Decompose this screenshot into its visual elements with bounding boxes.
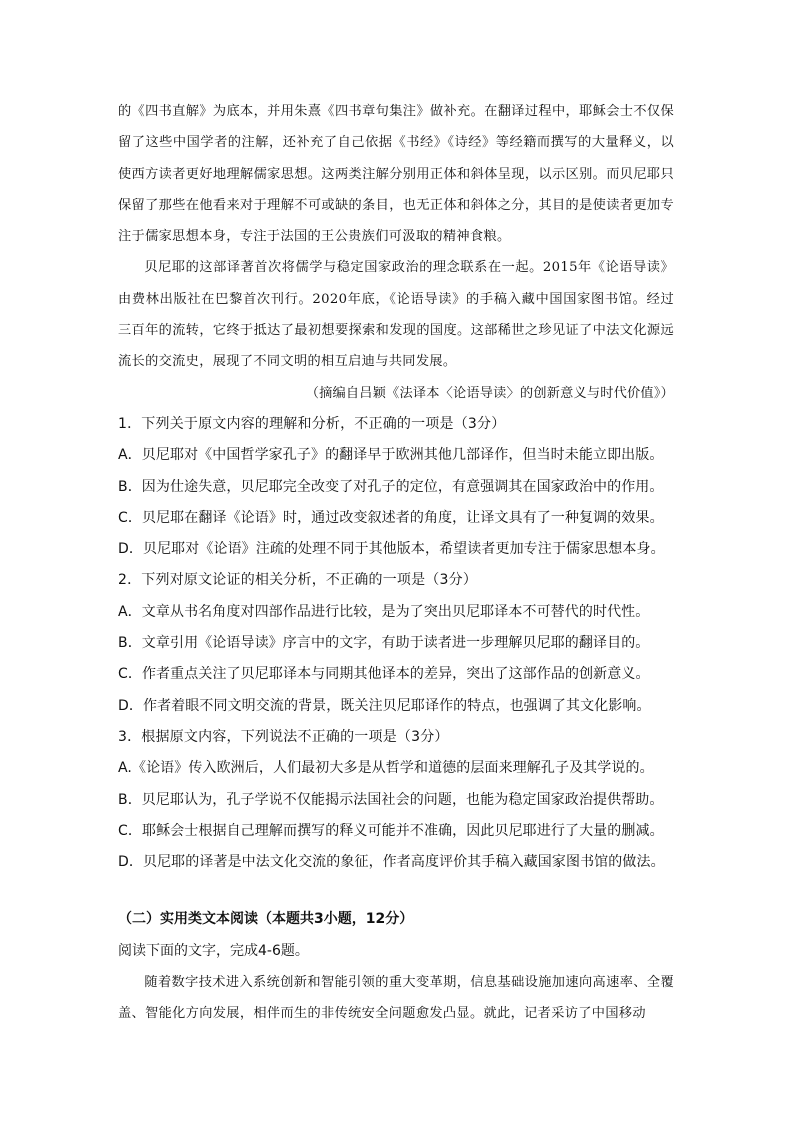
question-option-a: A．贝尼耶对《中国哲学家孔子》的翻译早于欧洲其他几部译作，但当时未能立即出版。 xyxy=(118,447,664,464)
question-option-c: C．耶稣会士根据自己理解而撰写的释义可能并不准确，因此贝尼耶进行了大量的删减。 xyxy=(118,822,664,839)
passage-paragraph-1: 的《四书直解》为底本，并用朱熹《四书章句集注》做补充。在翻译过程中，耶稣会士不仅保留了这些中国学者的注解，还补充了自己依据《书经》《诗经》等经籍而撰写的大量释义，以使西方读者更好地理解儒家思想。这两类注解分别用正体和斜体呈现，以示区别。而贝尼耶只保留了那些在他看来对于理解不可或缺的条目，也无正体和斜体之分，其目的是使读者更加专注于儒家思想本身，专注于法国的王公贵族们可汲取的精神食粮。 xyxy=(118,104,674,245)
section-paragraph: 随着数字技术进入系统创新和智能引领的重大变革期，信息基础设施加速向高速率、全覆盖、智能化方向发展，相伴而生的非传统安全问题愈发凸显。就此，记者采访了中国移动 xyxy=(118,975,674,1022)
question-option-d: D．贝尼耶对《论语》注疏的处理不同于其他版本，希望读者更加专注于儒家思想本身。 xyxy=(118,541,665,558)
question-1 xyxy=(118,409,674,565)
question-option-a: A．文章从书名角度对四部作品进行比较，是为了突出贝尼耶译本不可替代的时代性。 xyxy=(118,603,650,620)
page-content xyxy=(118,96,674,1030)
section-instruction: 阅读下面的文字，完成4-6题。 xyxy=(118,942,309,959)
question-option-c: C．作者重点关注了贝尼耶译本与同期其他译本的差异，突出了这部作品的创新意义。 xyxy=(118,666,650,683)
question-option-b: B．文章引用《论语导读》序言中的文字，有助于读者进一步理解贝尼耶的翻译目的。 xyxy=(118,635,650,652)
question-option-d: D．作者着眼不同文明交流的背景，既关注贝尼耶译作的特点，也强调了其文化影响。 xyxy=(118,697,651,714)
section-title: （二）实用类文本阅读（本题共3小题，12分） xyxy=(118,911,414,928)
question-option-d: D．贝尼耶的译著是中法文化交流的象征，作者高度评价其手稿入藏国家图书馆的做法。 xyxy=(118,854,665,871)
question-stem: 2．下列对原文论证的相关分析，不正确的一项是（3分） xyxy=(118,572,478,589)
question-3 xyxy=(118,722,674,878)
question-stem: 1．下列关于原文内容的理解和分析，不正确的一项是（3分） xyxy=(118,415,506,432)
passage-paragraph-2: 贝尼耶的这部译著首次将儒学与稳定国家政治的理念联系在一起。2015年《论语导读》由费林出版社在巴黎首次刊行。2020年底，《论语导读》的手稿入藏中国国家图书馆。经过三百年的流转，它终于抵达了最初想要探索和发现的国度。这部稀世之珍见证了中法文化源远流长的交流史，展现了不同文明的相互启迪与共同发展。 xyxy=(118,260,674,370)
question-option-b: B．因为仕途失意，贝尼耶完全改变了对孔子的定位，有意强调其在国家政治中的作用。 xyxy=(118,478,664,495)
question-2 xyxy=(118,565,674,721)
question-option-b: B．贝尼耶认为，孔子学说不仅能揭示法国社会的问题，也能为稳定国家政治提供帮助。 xyxy=(118,791,664,808)
section-spacer xyxy=(118,878,674,904)
question-stem: 3．根据原文内容，下列说法不正确的一项是（3分） xyxy=(118,728,449,745)
question-option-a: A.《论语》传入欧洲后，人们最初大多是从哲学和道德的层面来理解孔子及其学说的。 xyxy=(118,760,654,777)
passage-source: （摘编自吕颖《法译本〈论语导读〉的创新意义与时代价值》） xyxy=(305,385,674,401)
question-option-c: C．贝尼耶在翻译《论语》时，通过改变叙述者的角度，让译文具有了一种复调的效果。 xyxy=(118,509,664,526)
